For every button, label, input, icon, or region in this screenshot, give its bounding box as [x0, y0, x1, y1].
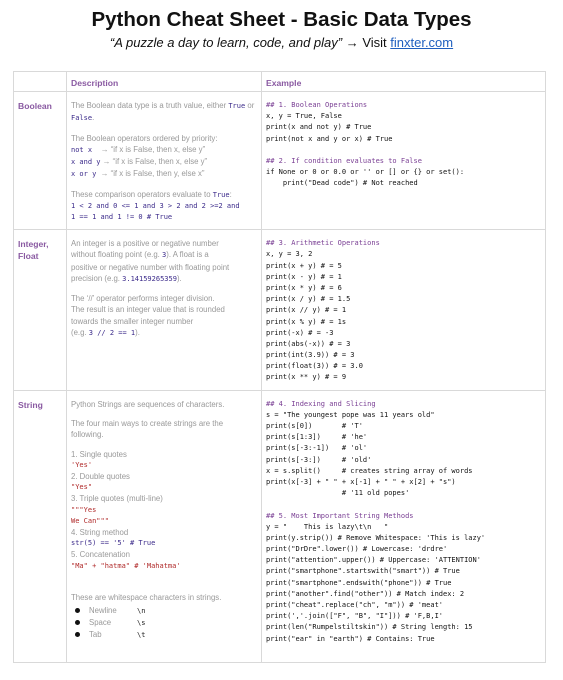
true-keyword: True: [228, 102, 246, 110]
finxter-link[interactable]: finxter.com: [390, 35, 454, 50]
integer-division-line: The result is an integer value that is rounded: [71, 305, 225, 315]
comparison-intro-text: These comparison operators evaluate to: [71, 189, 213, 199]
column-header-example: Example: [262, 72, 546, 92]
colon-text: :: [229, 189, 232, 199]
string-desc-line: The four main ways to create strings are the: [71, 419, 224, 429]
code-line: print(s[-3:]) # 'old': [266, 455, 372, 464]
float-example-value: 3.14159265359: [122, 274, 177, 283]
code-line: print(y.strip()) # Remove Whitespace: 'This is lazy': [266, 533, 486, 542]
string-way-label: 1. Single quotes: [71, 449, 127, 459]
whitespace-name: Tab: [89, 630, 102, 640]
list-item: [71, 617, 257, 629]
code-line: [266, 145, 541, 156]
integer-desc-line: [71, 249, 257, 261]
code-line: print(s[1:3]) # 'he': [266, 433, 368, 442]
list-item: [71, 605, 257, 617]
whitespace-intro: These are whitespace characters in strings.: [71, 592, 222, 602]
table-row-string: [14, 390, 546, 662]
operator-and: [71, 156, 257, 168]
string-description: [67, 390, 262, 662]
operator-not-text: → “if x is False, then x, else y”: [92, 144, 206, 154]
code-line: print("Dead code") # Not reached: [266, 179, 418, 188]
code-line: # '11 old popes': [266, 489, 410, 498]
code-line: x, y = True, False: [266, 112, 342, 121]
boolean-desc-text: The Boolean data type is a truth value, either: [71, 101, 229, 110]
bullet-icon: [75, 608, 80, 613]
integer-division-example: 3 // 2 == 1: [88, 328, 136, 337]
code-line: print(','.join(["F", "B", "I"])) # 'F,B,I': [266, 612, 444, 621]
whitespace-name: Space: [89, 618, 112, 628]
false-keyword: False: [71, 114, 93, 123]
string-way-code: We Can""": [71, 516, 109, 525]
operator-and-code: x and y: [71, 158, 101, 166]
integer-desc-text: ).: [135, 327, 140, 337]
code-line: print("DrDre".lower()) # Lowercase: 'drdre': [266, 545, 448, 554]
operator-or: [71, 168, 257, 180]
code-line: x, y = 3, 2: [266, 250, 313, 259]
code-line: print(x // y) # = 1: [266, 306, 347, 315]
or-text: or: [245, 101, 255, 110]
code-line: print(x - y) # = 1: [266, 272, 342, 281]
integer-float-description: [67, 230, 262, 390]
cheat-sheet-table: [13, 71, 546, 663]
code-line: [266, 499, 541, 510]
bullet-icon: [75, 632, 80, 637]
whitespace-list: [71, 605, 257, 641]
list-item: [71, 629, 257, 641]
integer-desc-text: ). A float is a: [166, 250, 209, 260]
code-line: print(s[0]) # 'T': [266, 422, 363, 431]
code-line: y = " This is lazy\t\n ": [266, 522, 389, 531]
string-way-label: 2. Double quotes: [71, 472, 130, 482]
code-line: print(x % y) # = 1s: [266, 317, 347, 326]
code-line: ## 4. Indexing and Slicing: [266, 399, 376, 408]
string-desc-line: following.: [71, 430, 104, 440]
category-boolean: Boolean: [14, 92, 67, 230]
header-empty-cell: [14, 72, 67, 92]
operator-not-code: not x: [71, 145, 93, 154]
string-way-code: """Yes: [71, 505, 97, 514]
string-way-code: "Yes": [71, 483, 93, 492]
integer-division-line: The ‘//’ operator performs integer division.: [71, 294, 215, 304]
string-desc-paragraph: Python Strings are sequences of characters.: [71, 399, 225, 409]
integer-desc-text: without floating point (e.g.: [71, 250, 163, 260]
integer-desc-text: ).: [176, 273, 182, 283]
subtitle-arrow-text: → Visit: [342, 35, 391, 50]
code-line: print(abs(-x)) # = 3: [266, 339, 351, 348]
table-row-boolean: [14, 92, 546, 230]
comparison-code-line: 1 < 2 and 0 <= 1 and 3 > 2 and 2 >=2 and: [71, 201, 240, 210]
string-example-code: [262, 390, 546, 662]
code-line: print("smartphone".endswith("phone")) # True: [266, 578, 452, 587]
code-line: print(int(3.9)) # = 3: [266, 351, 355, 360]
integer-division-line: towards the smaller integer number: [71, 316, 194, 326]
integer-division-line: [71, 327, 257, 339]
string-way-label: 4. String method: [71, 528, 129, 538]
code-line: print("smartphone".startswith("smart")) # True: [266, 567, 460, 576]
integer-example-value: 3: [162, 251, 167, 260]
code-line: print("ear" in "earth") # Contains: True: [266, 634, 435, 643]
code-line: print(x * y) # = 6: [266, 283, 342, 292]
code-line: print(x[-3] + " " + x[-1] + " " + x[2] + "s"): [266, 477, 456, 486]
operator-and-text: → “if x is False, then x, else y”: [100, 157, 208, 166]
operator-not: [71, 144, 257, 156]
operator-or-text: → “if x is False, then y, else x”: [96, 169, 205, 179]
code-line: print(x and not y) # True: [266, 123, 372, 132]
code-line: print("cheat".replace("ch", "m")) # 'meat': [266, 601, 444, 610]
boolean-description: [67, 92, 262, 230]
integer-desc-text: (e.g.: [71, 327, 89, 337]
code-line: if None or 0 or 0.0 or '' or [] or {} or set():: [266, 168, 465, 177]
code-line: print(x + y) # = 5: [266, 261, 342, 270]
code-line: print(not x and y or x) # True: [266, 134, 393, 143]
boolean-example-code: [262, 92, 546, 230]
code-line: x = s.split() # creates string array of words: [266, 466, 473, 475]
string-way-code: str(5) == '5' # True: [71, 539, 156, 548]
comparison-true-keyword: True: [212, 190, 230, 199]
column-header-description: Description: [67, 72, 262, 92]
code-line: print(float(3)) # = 3.0: [266, 362, 363, 371]
boolean-desc-paragraph: [71, 100, 257, 124]
category-integer-label: Integer,: [18, 239, 49, 250]
category-float-label: Float: [18, 251, 39, 262]
page-subtitle: [0, 35, 563, 50]
whitespace-escape: \s: [137, 619, 146, 628]
code-line: print("another".find("other")) # Match index: 2: [266, 589, 465, 598]
category-string: String: [14, 390, 67, 662]
code-line: print(x ** y) # = 9: [266, 373, 347, 382]
period-text: .: [92, 113, 95, 123]
string-way-code: 'Yes': [71, 460, 93, 469]
table-header-row: [14, 72, 546, 92]
category-integer-float: [14, 230, 67, 390]
code-line: print(len("Rumpelstiltskin")) # String length: 15: [266, 623, 473, 632]
integer-desc-line: positive or negative number with floating point: [71, 262, 230, 272]
code-line: ## 1. Boolean Operations: [266, 101, 368, 109]
comparison-intro: [71, 189, 257, 201]
page-title: Python Cheat Sheet - Basic Data Types: [91, 8, 472, 31]
boolean-operators-intro: The Boolean operators ordered by priority:: [71, 133, 218, 143]
string-way-code: "Ma" + "hatma" # 'Mahatma': [71, 561, 181, 570]
code-line: print(x / y) # = 1.5: [266, 295, 351, 304]
whitespace-escape: \t: [137, 631, 146, 640]
bullet-icon: [75, 620, 80, 625]
code-line: ## 2. If condition evaluates to False: [266, 156, 422, 165]
string-way-label: 3. Triple quotes (multi-line): [71, 494, 163, 504]
subtitle-quote: “A puzzle a day to learn, code, and play”: [109, 35, 343, 50]
code-line: ## 5. Most Important String Methods: [266, 511, 414, 520]
whitespace-escape: \n: [137, 607, 146, 616]
integer-desc-text: precision (e.g.: [71, 273, 123, 283]
code-line: print(s[-3:-1]) # 'ol': [266, 444, 368, 453]
code-line: print(-x) # = -3: [266, 328, 334, 337]
string-way-label: 5. Concatenation: [71, 550, 130, 560]
comparison-code-line: 1 == 1 and 1 != 0 # True: [71, 213, 173, 221]
integer-desc-line: [71, 273, 257, 285]
integer-desc-line: An integer is a positive or negative number: [71, 239, 219, 249]
code-line: s = "The youngest pope was 11 years old": [266, 410, 435, 419]
code-line: print("attention".upper()) # Uppercase: 'ATTENTION': [266, 556, 481, 565]
integer-float-example-code: [262, 230, 546, 390]
code-line: ## 3. Arithmetic Operations: [266, 239, 380, 248]
whitespace-name: Newline: [89, 606, 117, 616]
table-row-integer-float: [14, 230, 546, 390]
operator-or-code: x or y: [71, 170, 97, 179]
